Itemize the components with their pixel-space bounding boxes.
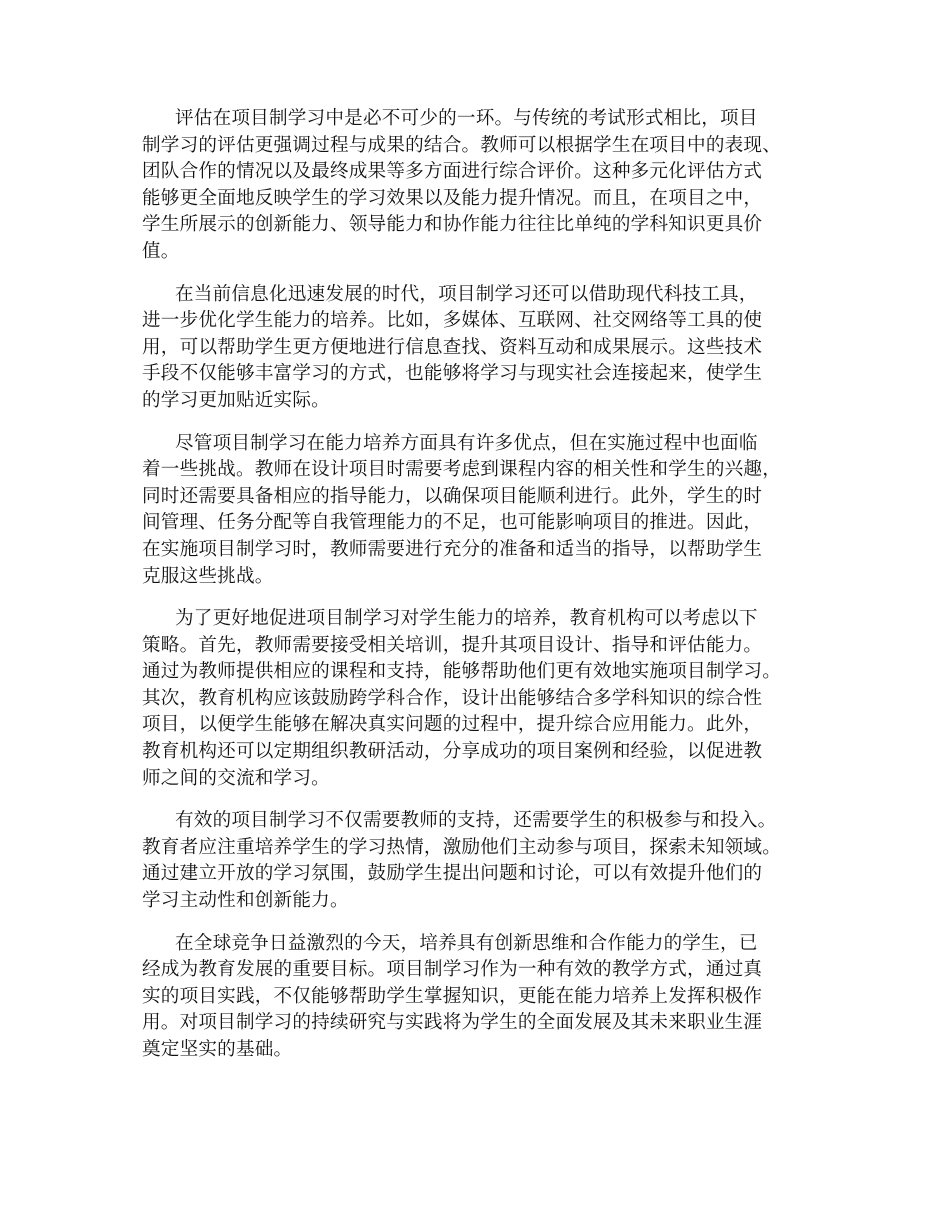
text-line: 师之间的交流和学习。 (142, 767, 330, 789)
text-line: 策略。首先，教师需要接受相关培训，提升其项目设计、指导和评估能力。 (142, 634, 763, 656)
text-line: 能够更全面地反映学生的学习效果以及能力提升情况。而且，在项目之中， (142, 187, 763, 209)
text-line: 学生所展示的创新能力、领导能力和协作能力往往比单纯的学科知识更具价 (142, 214, 763, 236)
text-line: 同时还需要具备相应的指导能力，以确保项目能顺利进行。此外，学生的时 (142, 485, 763, 507)
paragraph-evaluation (142, 106, 802, 266)
text-line: 进一步优化学生能力的培养。比如，多媒体、互联网、社交网络等工具的使 (142, 310, 763, 332)
text-line: 在实施项目制学习时，教师需要进行充分的准备和适当的指导，以帮助学生 (142, 538, 763, 560)
paragraph-conclusion (142, 931, 802, 1064)
text-line: 评估在项目制学习中是必不可少的一环。与传统的考试形式相比，项目 (175, 108, 758, 129)
text-line: 通过为教师提供相应的课程和支持，能够帮助他们更有效地实施项目制学习。 (142, 661, 781, 683)
document-page (142, 106, 802, 1080)
text-line: 教育机构还可以定期组织教研活动，分享成功的项目案例和经验，以促进教 (142, 741, 763, 763)
text-line: 用，可以帮助学生更方便地进行信息查找、资料互动和成果展示。这些技术 (142, 336, 763, 358)
text-line: 的学习更加贴近实际。 (142, 389, 330, 411)
text-line: 在当前信息化迅速发展的时代，项目制学习还可以借助现代科技工具， (175, 283, 758, 305)
text-line: 为了更好地促进项目制学习对学生能力的培养，教育机构可以考虑以下 (175, 608, 758, 630)
text-line: 在全球竞争日益激烈的今天，培养具有创新思维和合作能力的学生，已 (175, 932, 758, 954)
text-line: 有效的项目制学习不仅需要教师的支持，还需要学生的积极参与和投入。 (175, 810, 777, 832)
text-line: 实的项目实践，不仅能够帮助学生掌握知识，更能在能力培养上发挥积极作 (142, 985, 763, 1007)
text-line: 用。对项目制学习的持续研究与实践将为学生的全面发展及其未来职业生涯 (142, 1012, 763, 1034)
text-line: 学习主动性和创新能力。 (142, 890, 349, 912)
text-line: 制学习的评估更强调过程与成果的结合。教师可以根据学生在项目中的表现、 (142, 134, 781, 156)
text-line: 教育者应注重培养学生的学习热情，激励他们主动参与项目，探索未知领域。 (142, 836, 781, 858)
paragraph-challenges (142, 431, 802, 591)
text-line: 经成为教育发展的重要目标。项目制学习作为一种有效的教学方式，通过真 (142, 959, 763, 981)
text-line: 手段不仅能够丰富学习的方式，也能够将学习与现实社会连接起来，使学生 (142, 363, 763, 385)
text-line: 其次，教育机构应该鼓励跨学科合作，设计出能够结合多学科知识的综合性 (142, 687, 763, 709)
text-line: 项目，以便学生能够在解决真实问题的过程中，提升综合应用能力。此外， (142, 714, 763, 736)
text-line: 尽管项目制学习在能力培养方面具有许多优点，但在实施过程中也面临 (175, 432, 758, 454)
paragraph-strategies (142, 606, 802, 792)
text-line: 间管理、任务分配等自我管理能力的不足，也可能影响项目的推进。因此， (142, 512, 763, 534)
text-line: 值。 (142, 240, 180, 262)
paragraph-student-participation (142, 808, 802, 914)
text-line: 通过建立开放的学习氛围，鼓励学生提出问题和讨论，可以有效提升他们的 (142, 863, 763, 885)
text-line: 奠定坚实的基础。 (142, 1039, 293, 1060)
text-line: 着一些挑战。教师在设计项目时需要考虑到课程内容的相关性和学生的兴趣， (142, 459, 781, 481)
paragraph-technology (142, 282, 802, 415)
text-line: 克服这些挑战。 (142, 565, 274, 587)
text-line: 团队合作的情况以及最终成果等多方面进行综合评价。这种多元化评估方式 (142, 161, 763, 183)
